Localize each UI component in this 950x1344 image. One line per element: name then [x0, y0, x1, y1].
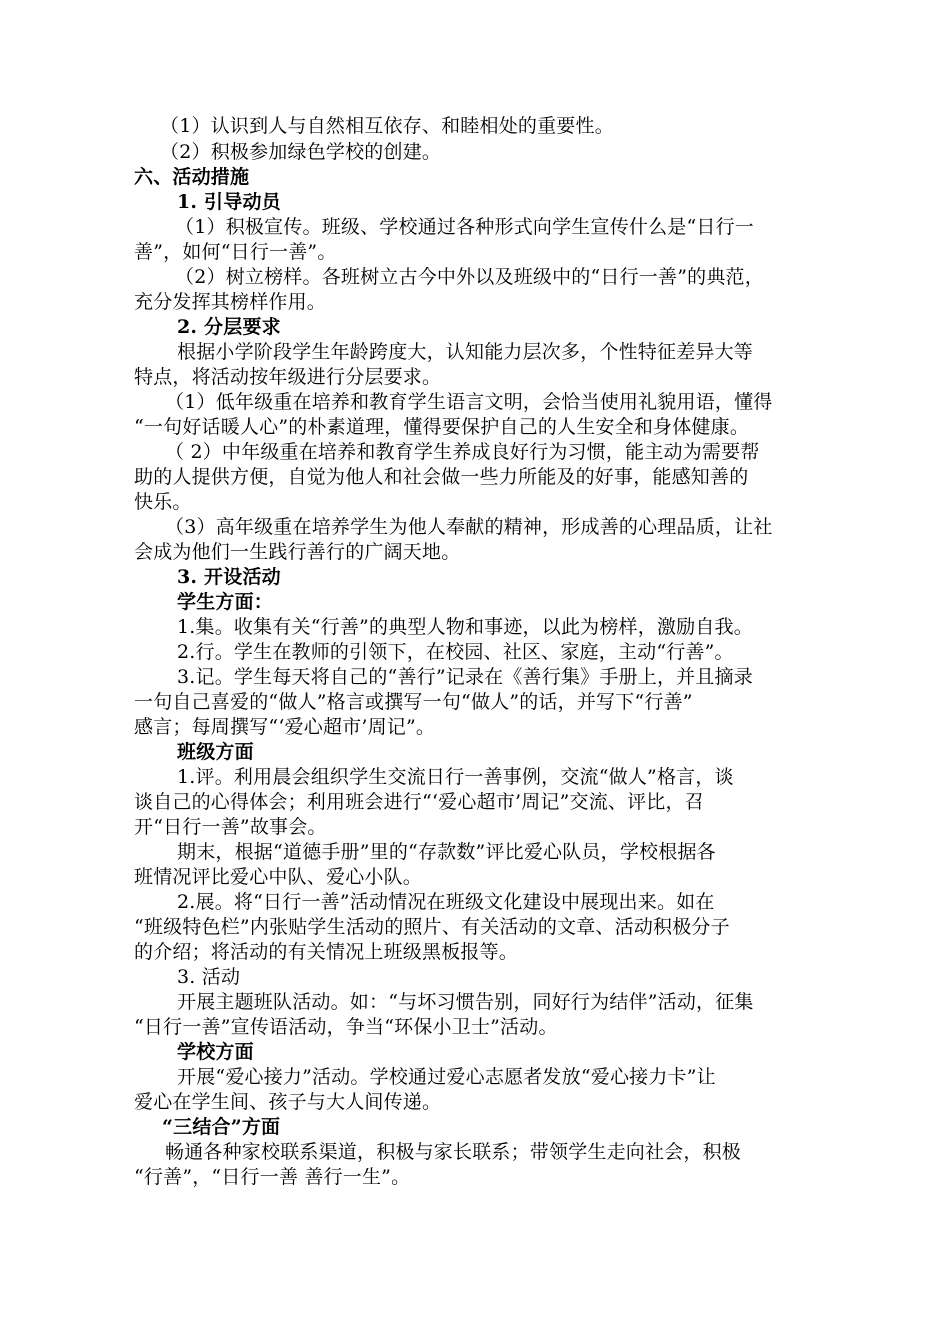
text-line: 一句自己喜爱的“做人”格言或撰写一句“做人”的话，并写下“行善”: [134, 691, 693, 713]
text-line: （3）高年级重在培养学生为他人奉献的精神，形成善的心理品质，让社: [165, 516, 773, 538]
text-line: 2.展。将“日行一善”活动情况在班级文化建设中展现出来。如在: [177, 891, 715, 913]
text-line: 畅通各种家校联系渠道，积极与家长联系；带领学生走向社会，积极: [165, 1141, 742, 1163]
text-line: “一句好话暖人心”的朴素道理，懂得要保护自己的人生安全和身体健康。: [134, 416, 750, 438]
text-line: （1）积极宣传。班级、学校通过各种形式向学生宣传什么是“日行一: [175, 216, 755, 238]
text-line: 谈自己的心得体会；利用班会进行“‘爱心超市’周记”交流、评比，召: [134, 791, 704, 813]
text-line: 善”，如何“日行一善”。: [134, 241, 337, 263]
text-line: 根据小学阶段学生年龄跨度大，认知能力层次多，个性特征差异大等: [177, 341, 754, 363]
text-line: （1）低年级重在培养和教育学生语言文明，会恰当使用礼貌用语，懂得: [165, 391, 773, 413]
text-line: 会成为他们一生践行善行的广阔天地。: [134, 541, 461, 563]
subsection-heading: “三结合”方面: [162, 1116, 281, 1138]
text-line: 的介绍；将活动的有关情况上班级黑板报等。: [134, 941, 519, 963]
text-line: 爱心在学生间、孩子与大人间传递。: [134, 1091, 442, 1113]
text-line: “行善”，“日行一善 善行一生”。: [134, 1166, 411, 1188]
text-line: 充分发挥其榜样作用。: [134, 291, 327, 313]
text-line: “班级特色栏”内张贴学生活动的照片、有关活动的文章、活动积极分子: [134, 916, 730, 938]
text-line: 期末，根据“道德手册”里的“存款数”评比爱心队员，学校根据各: [177, 841, 716, 863]
text-line: 感言；每周撰写“‘爱心超市’周记”。: [134, 716, 436, 738]
subsection-heading: 学生方面：: [177, 591, 274, 613]
text-line: 班情况评比爱心中队、爱心小队。: [134, 866, 423, 888]
text-line: （1）认识到人与自然相互依存、和睦相处的重要性。: [160, 115, 614, 137]
text-line: 3. 活动: [177, 966, 241, 988]
text-line: （2）树立榜样。各班树立古今中外以及班级中的“日行一善”的典范，: [175, 266, 764, 288]
text-line: 1.评。利用晨会组织学生交流日行一善事例，交流“做人”格言，谈: [177, 766, 734, 788]
text-line: 开“日行一善”故事会。: [134, 816, 327, 838]
text-line: 开展主题班队活动。如：“与坏习惯告别，同好行为结伴”活动，征集: [177, 991, 754, 1013]
text-line: 1.集。收集有关“行善”的典型人物和事迹，以此为榜样，激励自我。: [177, 616, 753, 638]
text-line: 助的人提供方便，自觉为他人和社会做一些力所能及的好事，能感知善的: [134, 466, 749, 488]
text-line: 3.记。学生每天将自己的“善行”记录在《善行集》手册上，并且摘录: [177, 666, 753, 688]
subsection-heading: 3. 开设活动: [177, 566, 281, 588]
section-heading: 六、活动措施: [134, 166, 250, 188]
text-line: （ 2）中年级重在培养和教育学生养成良好行为习惯，能主动为需要帮: [165, 441, 760, 463]
subsection-heading: 2. 分层要求: [177, 316, 281, 338]
text-line: 特点，将活动按年级进行分层要求。: [134, 366, 442, 388]
text-line: 开展“爱心接力”活动。学校通过爱心志愿者发放“爱心接力卡”让: [177, 1066, 716, 1088]
subsection-heading: 1. 引导动员: [177, 191, 281, 213]
subsection-heading: 班级方面: [177, 741, 254, 763]
text-line: “日行一善”宣传语活动，争当“环保小卫士”活动。: [134, 1016, 558, 1038]
text-line: 2.行。学生在教师的引领下，在校园、社区、家庭，主动“行善”。: [177, 641, 734, 663]
text-line: 快乐。: [134, 491, 192, 513]
text-line: （2）积极参加绿色学校的创建。: [160, 141, 442, 163]
subsection-heading: 学校方面: [177, 1041, 254, 1063]
